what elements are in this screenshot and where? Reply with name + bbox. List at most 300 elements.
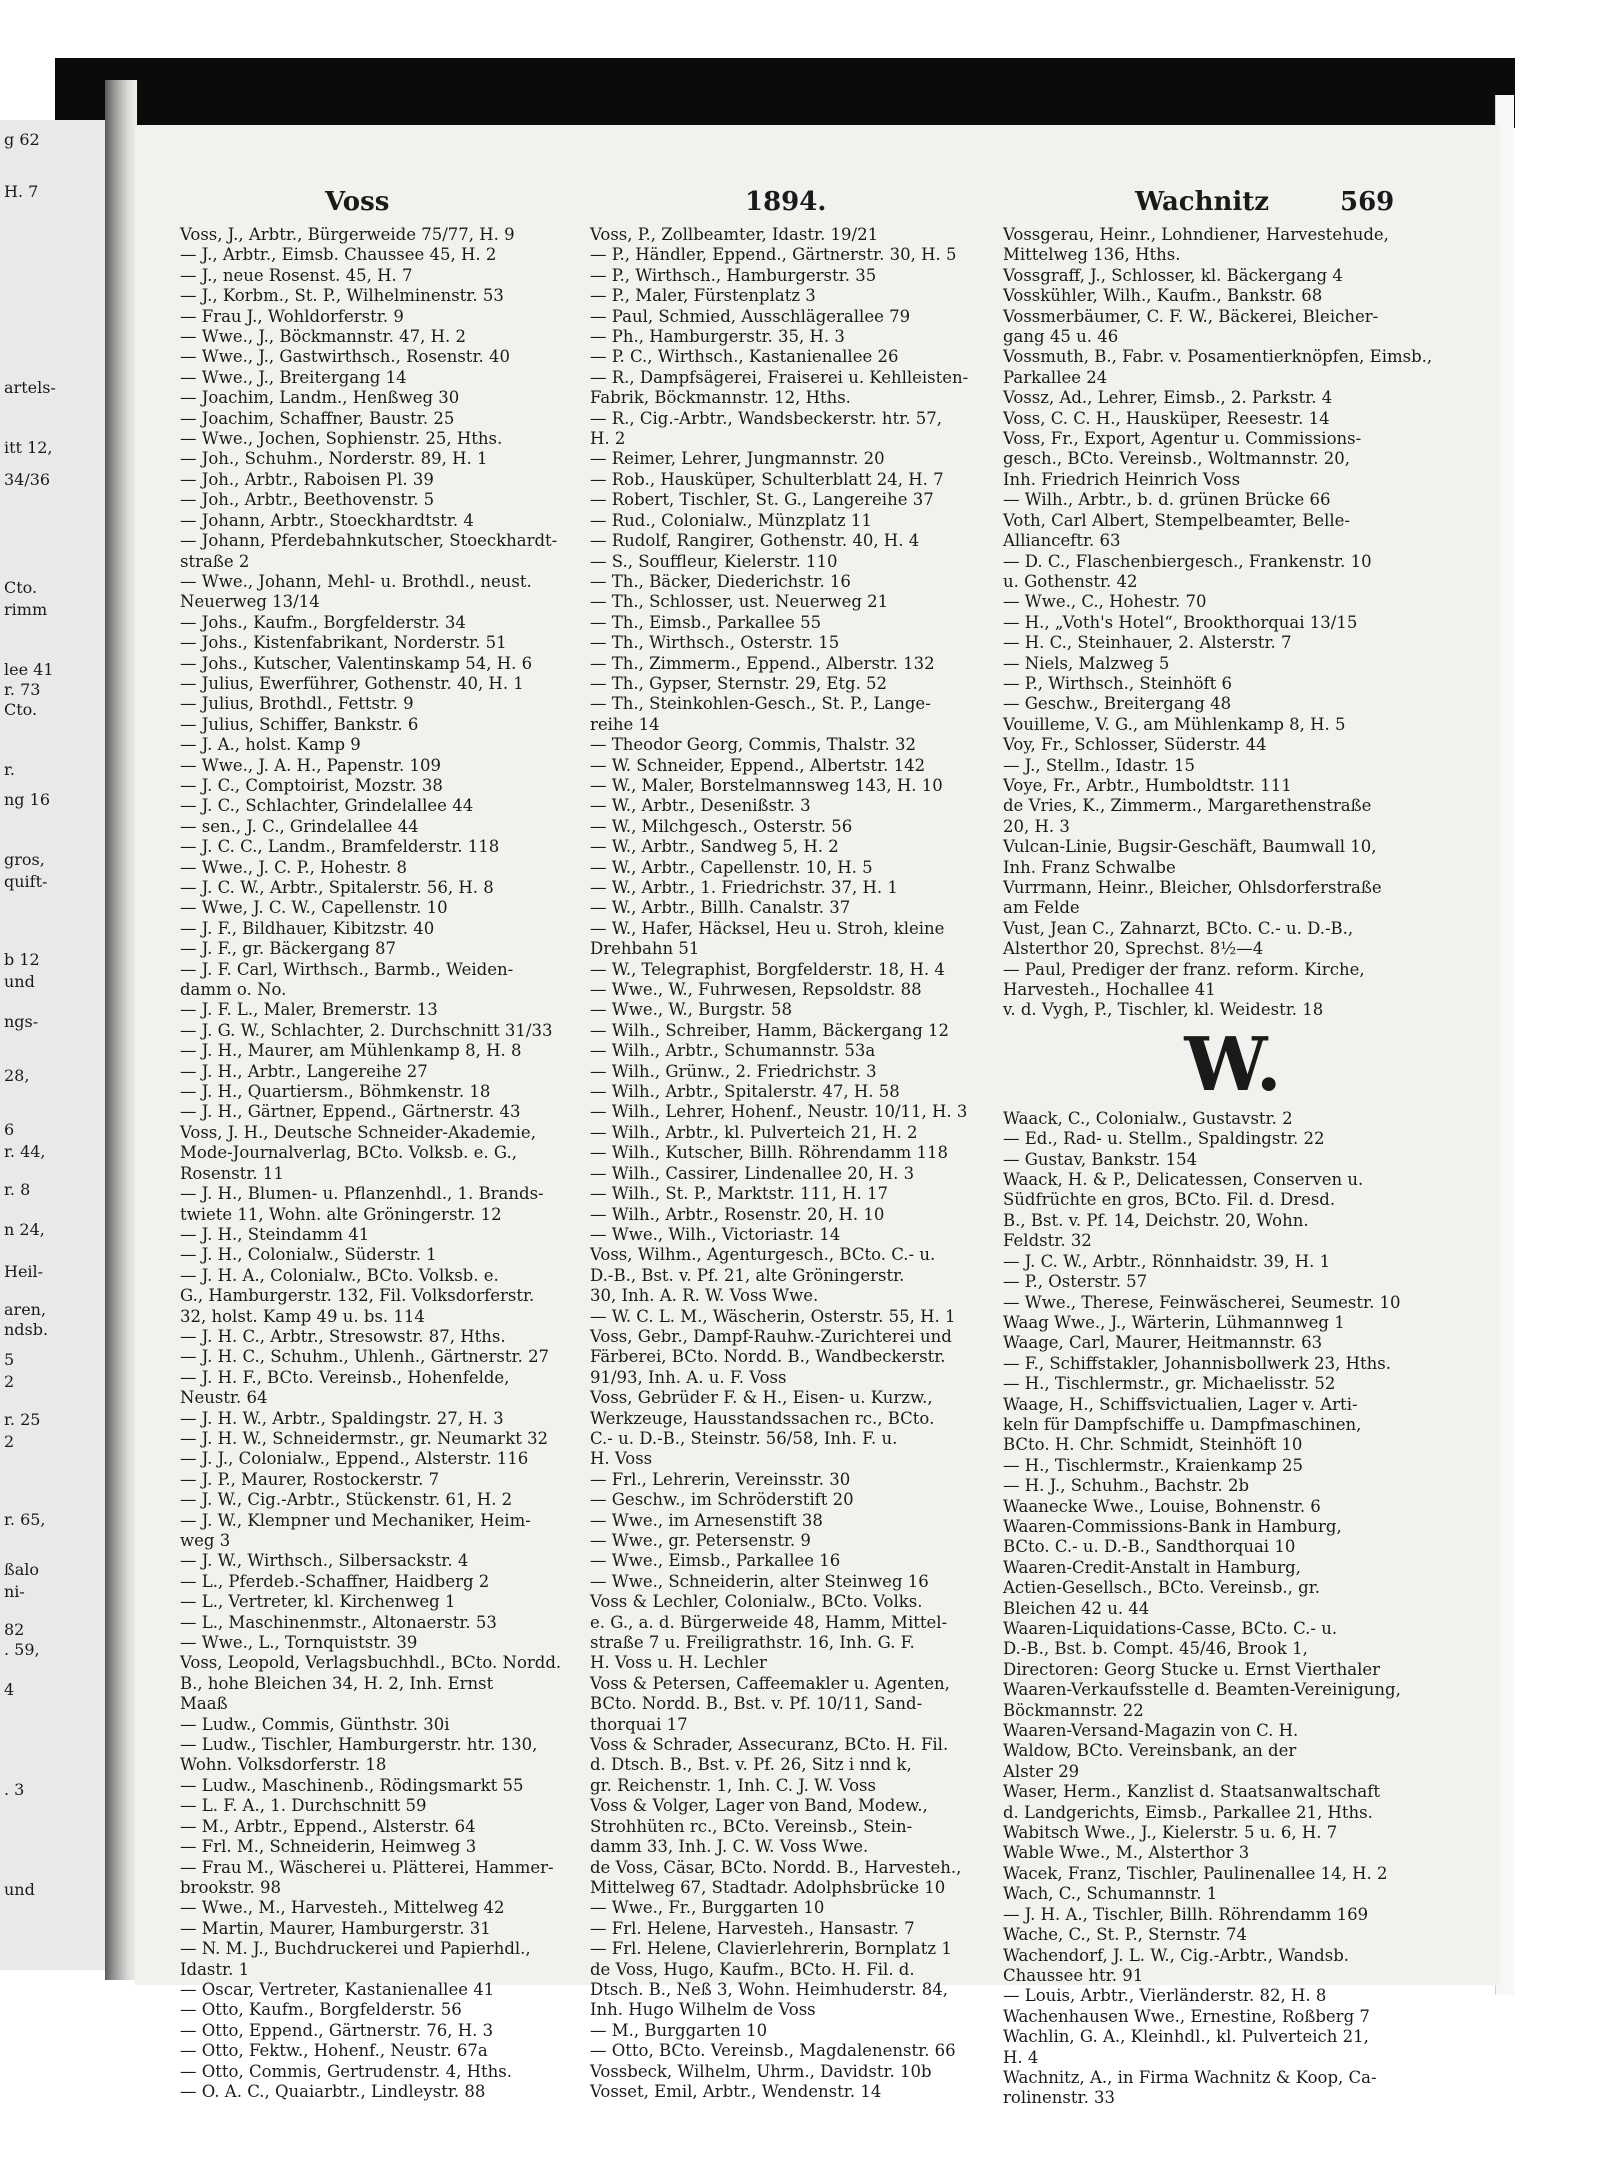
directory-entry-line: — L., Vertreter, kl. Kirchenweg 1 — [180, 1592, 456, 1612]
left-page-text-fragment: n 24, — [4, 1220, 45, 1239]
directory-entry-line: — J. F. Carl, Wirthsch., Barmb., Weiden- — [180, 959, 514, 979]
left-page-text-fragment: r. 25 — [4, 1410, 41, 1429]
directory-entry-line: — W. Schneider, Eppend., Albertstr. 142 — [590, 755, 926, 775]
directory-entry-line: H. Voss — [590, 1449, 653, 1469]
directory-entry-line: — Wwe., Fr., Burggarten 10 — [590, 1898, 825, 1918]
left-page-text-fragment: Heil- — [4, 1262, 44, 1281]
directory-entry-line: Voss, P., Zollbeamter, Idastr. 19/21 — [590, 225, 879, 244]
directory-entry-line: — Wilh., St. P., Marktstr. 111, H. 17 — [590, 1184, 889, 1204]
directory-entry-line: — Wwe., J., Böckmannstr. 47, H. 2 — [180, 327, 466, 347]
directory-entry-line: Waser, Herm., Kanzlist d. Staatsanwaltschaft — [1003, 1782, 1380, 1802]
left-page-text-fragment: r. 65, — [4, 1510, 46, 1529]
directory-entry-line: — W., Hafer, Häcksel, Heu u. Stroh, kleine — [590, 918, 945, 938]
left-page-text-fragment: g 62 — [4, 130, 40, 149]
directory-entry-line: — Wwe., Therese, Feinwäscherei, Seumestr. 10 — [1003, 1292, 1401, 1312]
directory-entry-line: — Johann, Pferdebahnkutscher, Stoeckhardt- — [180, 531, 558, 551]
left-page-text-fragment: ßalo — [4, 1560, 39, 1579]
directory-entry-line: — Johann, Arbtr., Stoeckhardtstr. 4 — [180, 510, 474, 530]
directory-entry-line: — Wilh., Arbtr., Schumannstr. 53a — [590, 1041, 876, 1061]
directory-entry-line: BCto. Nordd. B., Bst. v. Pf. 10/11, Sand- — [590, 1694, 923, 1714]
directory-entry-line: — Th., Eimsb., Parkallee 55 — [590, 612, 822, 632]
directory-entry-line: — W., Maler, Borstelmannsweg 143, H. 10 — [590, 775, 943, 795]
directory-entry-line: — P., Maler, Fürstenplatz 3 — [590, 286, 816, 306]
header-year: 1894. — [745, 187, 827, 217]
directory-entry-line: — Robert, Tischler, St. G., Langereihe 37 — [590, 490, 934, 510]
directory-entry-line: Waage, Carl, Maurer, Heitmannstr. 63 — [1003, 1333, 1323, 1353]
directory-entry-line: Voss & Schrader, Assecuranz, BCto. H. Fil. — [590, 1735, 949, 1755]
directory-entry-line: Voss, Leopold, Verlagsbuchhdl., BCto. Nordd. — [180, 1653, 562, 1673]
directory-entry-line: weg 3 — [180, 1531, 231, 1550]
directory-entry-line: Voss & Volger, Lager von Band, Modew., — [590, 1796, 928, 1816]
directory-entry-line: reihe 14 — [590, 714, 660, 734]
directory-entry-line: Waaren-Liquidations-Casse, BCto. C.- u. — [1003, 1619, 1338, 1638]
directory-entry-line: — Frl., Lehrerin, Vereinsstr. 30 — [590, 1469, 851, 1489]
directory-entry-line: Vossmerbäumer, C. F. W., Bäckerei, Bleicher- — [1003, 306, 1379, 326]
directory-entry-line: Neustr. 64 — [180, 1388, 268, 1408]
directory-entry-line: Chaussee htr. 91 — [1003, 1965, 1144, 1985]
directory-entry-line: Vosskühler, Wilh., Kaufm., Bankstr. 68 — [1003, 286, 1323, 306]
directory-entry-line: Inh. Franz Schwalbe — [1003, 857, 1176, 877]
column-3-bottom — [1003, 1109, 1503, 2109]
directory-entry-line: — Joh., Arbtr., Beethovenstr. 5 — [180, 490, 435, 510]
directory-entry-line: — Wwe., C., Hohestr. 70 — [1003, 592, 1207, 612]
directory-entry-line: — J. F., gr. Bäckergang 87 — [180, 939, 396, 959]
directory-entry-line: — J. F., Bildhauer, Kibitzstr. 40 — [180, 918, 435, 938]
directory-entry-line: — Wwe., J., Gastwirthsch., Rosenstr. 40 — [180, 347, 510, 367]
directory-entry-line: Voss, Fr., Export, Agentur u. Commissions- — [1003, 429, 1362, 449]
directory-entry-line: — Th., Bäcker, Diederichstr. 16 — [590, 571, 851, 591]
directory-entry-line: Vossmuth, B., Fabr. v. Posamentierknöpfen, Eimsb., — [1003, 347, 1433, 367]
directory-entry-line: — N. M. J., Buchdruckerei und Papierhdl., — [180, 1939, 531, 1959]
directory-entry-line: 30, Inh. A. R. W. Voss Wwe. — [590, 1286, 819, 1306]
directory-entry-line: Mittelweg 67, Stadtadr. Adolphsbrücke 10 — [590, 1877, 946, 1897]
directory-entry-line: — Martin, Maurer, Hamburgerstr. 31 — [180, 1918, 491, 1938]
directory-entry-line: Mode-Journalverlag, BCto. Volksb. e. G., — [180, 1143, 517, 1163]
directory-entry-line: — J. H., Blumen- u. Pflanzenhdl., 1. Brands- — [180, 1184, 544, 1204]
directory-entry-line: — Wwe., Johann, Mehl- u. Brothdl., neust. — [180, 571, 532, 591]
directory-entry-line: Dtsch. B., Neß 3, Wohn. Heimhuderstr. 84, — [590, 1979, 948, 1999]
directory-entry-line: — Julius, Brothdl., Fettstr. 9 — [180, 694, 414, 714]
directory-entry-line: — Wwe., Eimsb., Parkallee 16 — [590, 1551, 841, 1571]
directory-entry-line: — J. W., Cig.-Arbtr., Stückenstr. 61, H. 2 — [180, 1490, 513, 1510]
directory-entry-line: — W., Milchgesch., Osterstr. 56 — [590, 816, 853, 836]
left-page-text-fragment: itt 12, — [4, 438, 53, 457]
directory-entry-line: — Niels, Malzweg 5 — [1003, 653, 1170, 673]
directory-entry-line: d. Dtsch. B., Bst. v. Pf. 26, Sitz i nnd k, — [590, 1755, 912, 1775]
directory-entry-line: — J. H., Quartiersm., Böhmkenstr. 18 — [180, 1082, 491, 1102]
directory-entry-line: — Ludw., Commis, Günthstr. 30i — [180, 1714, 450, 1734]
directory-entry-line: — P., Wirthsch., Hamburgerstr. 35 — [590, 265, 877, 285]
directory-entry-line: — Otto, Fektw., Hohenf., Neustr. 67a — [180, 2041, 488, 2061]
directory-entry-line: — Wilh., Grünw., 2. Friedrichstr. 3 — [590, 1061, 877, 1081]
directory-entry-line: — J. H. C., Schuhm., Uhlenh., Gärtnerstr. 27 — [180, 1347, 550, 1367]
directory-entry-line: H. 2 — [590, 429, 626, 449]
directory-entry-line: — Wwe., J. A. H., Papenstr. 109 — [180, 755, 441, 775]
directory-entry-line: — Johs., Kistenfabrikant, Norderstr. 51 — [180, 633, 507, 653]
directory-entry-line: rolinenstr. 33 — [1003, 2088, 1116, 2108]
directory-entry-line: Waage, H., Schiffsvictualien, Lager v. Arti- — [1003, 1394, 1358, 1414]
directory-entry-line: u. Gothenstr. 42 — [1003, 571, 1138, 591]
directory-entry-line: Werkzeuge, Hausstandssachen rc., BCto. — [590, 1408, 935, 1428]
directory-entry-line: — J., Arbtr., Eimsb. Chaussee 45, H. 2 — [180, 245, 497, 265]
directory-entry-line: Wable Wwe., M., Alsterthor 3 — [1003, 1843, 1250, 1863]
directory-entry-line: — W., Arbtr., Desenißstr. 3 — [590, 796, 811, 816]
directory-entry-line: Voth, Carl Albert, Stempelbeamter, Belle- — [1003, 510, 1350, 530]
directory-entry-line: Waanecke Wwe., Louise, Bohnenstr. 6 — [1003, 1496, 1321, 1516]
left-page-text-fragment: aren, — [4, 1300, 47, 1319]
directory-entry-line: Actien-Gesellsch., BCto. Vereinsb., gr. — [1003, 1578, 1321, 1598]
directory-entry-line: de Voss, Cäsar, BCto. Nordd. B., Harvesteh., — [590, 1857, 962, 1877]
directory-entry-line: Vossgerau, Heinr., Lohndiener, Harvestehude, — [1003, 225, 1389, 244]
directory-entry-line: de Voss, Hugo, Kaufm., BCto. H. Fil. d. — [590, 1959, 915, 1979]
directory-entry-line: — Gustav, Bankstr. 154 — [1003, 1149, 1198, 1169]
directory-entry-line: H. 4 — [1003, 2047, 1039, 2067]
directory-entry-line: Vossgraff, J., Schlosser, kl. Bäckergang 4 — [1003, 265, 1343, 285]
directory-entry-line: — Paul, Schmied, Ausschlägerallee 79 — [590, 306, 911, 326]
directory-entry-line: — H., Tischlermstr., Kraienkamp 25 — [1003, 1455, 1303, 1475]
directory-entry-line: — H., „Voth's Hotel“, Brookthorquai 13/15 — [1003, 612, 1358, 632]
left-page-text-fragment: r. — [4, 760, 15, 779]
directory-entry-line: Wabitsch Wwe., J., Kielerstr. 5 u. 6, H. 7 — [1003, 1823, 1338, 1843]
directory-entry-line: — Wwe., J., Breitergang 14 — [180, 367, 407, 387]
directory-entry-line: — J. H. C., Arbtr., Stresowstr. 87, Hths. — [180, 1326, 506, 1346]
directory-entry-line: — Oscar, Vertreter, Kastanienallee 41 — [180, 1979, 495, 1999]
directory-entry-line: — Wwe., im Arnesenstift 38 — [590, 1510, 823, 1530]
directory-entry-line: de Vries, K., Zimmerm., Margarethenstraße — [1003, 796, 1372, 816]
directory-entry-line: — Otto, Kaufm., Borgfelderstr. 56 — [180, 2000, 462, 2020]
directory-entry-line: — Wwe., Wilh., Victoriastr. 14 — [590, 1224, 841, 1244]
directory-entry-line: — S., Souffleur, Kielerstr. 110 — [590, 551, 838, 571]
directory-entry-line: — Wilh., Arbtr., kl. Pulverteich 21, H. 2 — [590, 1122, 918, 1142]
directory-entry-line: gesch., BCto. Vereinsb., Woltmannstr. 20, — [1003, 449, 1351, 469]
directory-entry-line: — Wwe, J. C. W., Capellenstr. 10 — [180, 898, 448, 918]
directory-entry-line: straße 2 — [180, 551, 250, 571]
directory-entry-line: — Wilh., Schreiber, Hamm, Bäckergang 12 — [590, 1020, 950, 1040]
section-letter-w: W. — [1184, 1021, 1282, 1108]
directory-entry-line: — Wilh., Arbtr., Spitalerstr. 47, H. 58 — [590, 1082, 900, 1102]
directory-entry-line: — J. H. A., Tischler, Billh. Röhrendamm 169 — [1003, 1904, 1369, 1924]
directory-entry-line: — Julius, Ewerführer, Gothenstr. 40, H. 1 — [180, 673, 524, 693]
directory-entry-line: — Wilh., Arbtr., b. d. grünen Brücke 66 — [1003, 490, 1331, 510]
page-number: 569 — [1340, 187, 1395, 217]
directory-entry-line: d. Landgerichts, Eimsb., Parkallee 21, Hths. — [1003, 1802, 1373, 1822]
left-page-text-fragment: quift- — [4, 872, 48, 891]
directory-entry-line: Voss, C. C. H., Hausküper, Reesestr. 14 — [1003, 408, 1330, 428]
directory-entry-line: gang 45 u. 46 — [1003, 327, 1119, 347]
directory-entry-line: Voss, Gebrüder F. & H., Eisen- u. Kurzw., — [590, 1388, 933, 1408]
directory-entry-line: — M., Arbtr., Eppend., Alsterstr. 64 — [180, 1816, 476, 1836]
directory-entry-line: Voss, Wilhm., Agenturgesch., BCto. C.- u. — [590, 1245, 936, 1265]
directory-entry-line: — Wilh., Cassirer, Lindenallee 20, H. 3 — [590, 1163, 915, 1183]
directory-entry-line: — P. C., Wirthsch., Kastanienallee 26 — [590, 347, 899, 367]
directory-entry-line: Drehbahn 51 — [590, 939, 700, 959]
directory-entry-line: — Wilh., Lehrer, Hohenf., Neustr. 10/11, H. 3 — [590, 1102, 968, 1122]
directory-entry-line: Maaß — [180, 1694, 228, 1714]
left-page-text-fragment: Cto. — [4, 700, 38, 719]
left-page-text-fragment: und — [4, 972, 35, 991]
directory-entry-line: Wachenhausen Wwe., Ernestine, Roßberg 7 — [1003, 2006, 1370, 2026]
directory-entry-line: 32, holst. Kamp 49 u. bs. 114 — [180, 1306, 425, 1326]
left-page-text-fragment: artels- — [4, 378, 56, 397]
directory-entry-line: D.-B., Bst. b. Compt. 45/46, Brook 1, — [1003, 1639, 1308, 1659]
left-page-text-fragment: . 59, — [4, 1640, 40, 1659]
directory-entry-line: Neuerweg 13/14 — [180, 592, 320, 612]
directory-entry-line: — J. H., Gärtner, Eppend., Gärtnerstr. 43 — [180, 1102, 521, 1122]
directory-entry-line: — Julius, Schiffer, Bankstr. 6 — [180, 714, 419, 734]
directory-entry-line: Waag Wwe., J., Wärterin, Lühmannweg 1 — [1003, 1312, 1345, 1332]
directory-entry-line: — J. H. W., Schneidermstr., gr. Neumarkt 32 — [180, 1428, 549, 1448]
directory-entry-line: — Geschw., im Schröderstift 20 — [590, 1490, 854, 1510]
left-page-text-fragment: H. 7 — [4, 182, 39, 201]
directory-entry-line: — J. H. W., Arbtr., Spaldingstr. 27, H. 3 — [180, 1408, 504, 1428]
directory-entry-line: — H. C., Steinhauer, 2. Alsterstr. 7 — [1003, 633, 1292, 653]
directory-entry-line: BCto. H. Chr. Schmidt, Steinhöft 10 — [1003, 1435, 1303, 1455]
left-page-text-fragment: . 3 — [4, 1780, 25, 1799]
directory-entry-line: Waaren-Commissions-Bank in Hamburg, — [1003, 1516, 1342, 1536]
directory-entry-line: — M., Burggarten 10 — [590, 2020, 768, 2040]
directory-entry-line: thorquai 17 — [590, 1714, 688, 1734]
directory-entry-line: Voss & Lechler, Colonialw., BCto. Volks. — [590, 1592, 923, 1612]
left-page-text-fragment: r. 8 — [4, 1180, 31, 1199]
directory-entry-line: Waack, H. & P., Delicatessen, Conserven u. — [1003, 1170, 1364, 1190]
directory-entry-line: — Joh., Schuhm., Norderstr. 89, H. 1 — [180, 449, 488, 469]
directory-page — [135, 125, 1500, 2108]
directory-entry-line: — Frl. M., Schneiderin, Heimweg 3 — [180, 1837, 477, 1857]
directory-entry-line: Voy, Fr., Schlosser, Süderstr. 44 — [1003, 735, 1267, 755]
directory-entry-line: Vossz, Ad., Lehrer, Eimsb., 2. Parkstr. 4 — [1003, 388, 1333, 408]
directory-entry-line: Wachlin, G. A., Kleinhdl., kl. Pulverteich 21, — [1003, 2027, 1369, 2047]
directory-entry-line: — J., neue Rosenst. 45, H. 7 — [180, 265, 413, 285]
directory-entry-line: Harvesteh., Hochallee 41 — [1003, 980, 1216, 1000]
left-page-text-fragment: ng 16 — [4, 790, 50, 809]
directory-entry-line: gr. Reichenstr. 1, Inh. C. J. W. Voss — [590, 1775, 876, 1795]
directory-entry-line: damm 33, Inh. J. C. W. Voss Wwe. — [590, 1837, 869, 1857]
directory-entry-line: — J. C. C., Landm., Bramfelderstr. 118 — [180, 837, 500, 857]
directory-entry-line: — Otto, BCto. Vereinsb., Magdalenenstr. 66 — [590, 2041, 956, 2061]
directory-entry-line: — Th., Gypser, Sternstr. 29, Etg. 52 — [590, 673, 888, 693]
directory-entry-line: Wachendorf, J. L. W., Cig.-Arbtr., Wandsb. — [1003, 1945, 1350, 1965]
directory-entry-line: Strohhüten rc., BCto. Vereinsb., Stein- — [590, 1816, 913, 1836]
directory-entry-line: — W., Arbtr., Sandweg 5, H. 2 — [590, 837, 839, 857]
directory-entry-line: — J. H., Steindamm 41 — [180, 1224, 370, 1244]
directory-entry-line: straße 7 u. Freiligrathstr. 16, Inh. G. F. — [590, 1633, 915, 1653]
directory-entry-line: — Wwe., Jochen, Sophienstr. 25, Hths. — [180, 429, 503, 449]
directory-entry-line: — J. H., Colonialw., Süderstr. 1 — [180, 1245, 437, 1265]
directory-entry-line: — J. P., Maurer, Rostockerstr. 7 — [180, 1469, 440, 1489]
directory-entry-line: Wacek, Franz, Tischler, Paulinenallee 14, H. 2 — [1003, 1863, 1388, 1883]
directory-entry-line: — J. W., Klempner und Mechaniker, Heim- — [180, 1510, 531, 1530]
directory-entry-line: Bleichen 42 u. 44 — [1003, 1598, 1150, 1618]
directory-entry-line: — J. C., Comptoirist, Mozstr. 38 — [180, 775, 443, 795]
directory-entry-line: Wohn. Volksdorferstr. 18 — [180, 1755, 387, 1775]
directory-entry-line: Inh. Friedrich Heinrich Voss — [1003, 469, 1241, 489]
left-page-text-fragment: 28, — [4, 1066, 30, 1085]
column-1 — [180, 225, 610, 2102]
left-page-text-fragment: 6 — [4, 1120, 15, 1139]
directory-entry-line: Fabrik, Böckmannstr. 12, Hths. — [590, 388, 851, 408]
directory-entry-line: Vulcan-Linie, Bugsir-Geschäft, Baumwall 10, — [1003, 837, 1377, 857]
directory-entry-line: — W., Arbtr., Billh. Canalstr. 37 — [590, 898, 851, 918]
directory-entry-line: — Joh., Arbtr., Raboisen Pl. 39 — [180, 469, 434, 489]
directory-entry-line: B., Bst. v. Pf. 14, Deichstr. 20, Wohn. — [1003, 1210, 1309, 1230]
directory-entry-line: — Wwe., J. C. P., Hohestr. 8 — [180, 857, 408, 877]
left-page-text-fragment: ndsb. — [4, 1320, 49, 1339]
directory-entry-line: Voss, J. H., Deutsche Schneider-Akademie, — [180, 1122, 536, 1142]
directory-entry-line: — J. F. L., Maler, Bremerstr. 13 — [180, 1000, 438, 1020]
directory-entry-line: — L., Maschinenmstr., Altonaerstr. 53 — [180, 1612, 497, 1632]
directory-entry-line: — J. H. A., Colonialw., BCto. Volksb. e. — [180, 1265, 499, 1285]
directory-entry-line: — Geschw., Breitergang 48 — [1003, 694, 1232, 714]
directory-entry-line: v. d. Vygh, P., Tischler, kl. Weidestr. 18 — [1003, 1000, 1324, 1020]
directory-entry-line: — Th., Steinkohlen-Gesch., St. P., Lange- — [590, 694, 931, 714]
directory-entry-line: keln für Dampfschiffe u. Dampfmaschinen, — [1003, 1414, 1362, 1434]
directory-entry-line: Wach, C., Schumannstr. 1 — [1003, 1884, 1218, 1904]
directory-entry-line: — Wwe., M., Harvesteh., Mittelweg 42 — [180, 1898, 505, 1918]
directory-entry-line: — W., Arbtr., 1. Friedrichstr. 37, H. 1 — [590, 878, 898, 897]
left-page-text-fragment: gros, — [4, 850, 45, 869]
directory-entry-line: Voss & Petersen, Caffeemakler u. Agenten, — [590, 1673, 950, 1693]
directory-entry-line: — J. H., Maurer, am Mühlenkamp 8, H. 8 — [180, 1041, 522, 1061]
left-page-text-fragment: r. 73 — [4, 680, 41, 699]
directory-entry-line: am Felde — [1003, 898, 1080, 918]
directory-entry-line: damm o. No. — [180, 980, 287, 1000]
column-2 — [590, 225, 1025, 2102]
directory-entry-line: Rosenstr. 11 — [180, 1163, 284, 1183]
left-page-text-fragment: 34/36 — [4, 470, 51, 489]
left-page-text-fragment: 82 — [4, 1620, 25, 1639]
directory-entry-line: — Th., Wirthsch., Osterstr. 15 — [590, 633, 840, 653]
page-header — [135, 187, 1500, 221]
directory-entry-line: Alster 29 — [1003, 1761, 1080, 1781]
directory-entry-line: Vossbeck, Wilhelm, Uhrm., Davidstr. 10b — [590, 2061, 932, 2081]
left-page-text-fragment: lee 41 — [4, 660, 54, 679]
directory-entry-line: Parkallee 24 — [1003, 367, 1108, 387]
directory-entry-line: — W., Telegraphist, Borgfelderstr. 18, H. 4 — [590, 959, 945, 979]
directory-entry-line: Voss, J., Arbtr., Bürgerweide 75/77, H. 9 — [180, 225, 515, 244]
directory-entry-line: — Wwe., gr. Petersenstr. 9 — [590, 1531, 811, 1550]
directory-entry-line: G., Hamburgerstr. 132, Fil. Volksdorferstr. — [180, 1286, 535, 1306]
left-page-text-fragment: ni- — [4, 1582, 25, 1601]
directory-entry-line: Feldstr. 32 — [1003, 1231, 1092, 1251]
directory-entry-line: e. G., a. d. Bürgerweide 48, Hamm, Mittel- — [590, 1612, 948, 1632]
directory-entry-line: — Wwe., W., Fuhrwesen, Repsoldstr. 88 — [590, 980, 922, 1000]
directory-entry-line: C.- u. D.-B., Steinstr. 56/58, Inh. F. u. — [590, 1428, 898, 1448]
directory-entry-line: — H. J., Schuhm., Bachstr. 2b — [1003, 1476, 1250, 1496]
directory-entry-line: Vosset, Emil, Arbtr., Wendenstr. 14 — [590, 2081, 882, 2101]
directory-entry-line: H. Voss u. H. Lechler — [590, 1653, 767, 1673]
left-page-text-fragment: ngs- — [4, 1012, 39, 1031]
directory-entry-line: — J., Korbm., St. P., Wilhelminenstr. 53 — [180, 286, 504, 306]
directory-entry-line: Südfrüchte en gros, BCto. Fil. d. Dresd. — [1003, 1190, 1336, 1210]
directory-entry-line: Vust, Jean C., Zahnarzt, BCto. C.- u. D.-B., — [1003, 918, 1354, 938]
directory-entry-line: — L. F. A., 1. Durchschnitt 59 — [180, 1796, 427, 1816]
directory-entry-line: — Reimer, Lehrer, Jungmannstr. 20 — [590, 449, 885, 469]
directory-entry-line: twiete 11, Wohn. alte Gröningerstr. 12 — [180, 1204, 502, 1224]
column-3-top — [1003, 225, 1503, 1021]
directory-entry-line: — Joachim, Schaffner, Baustr. 25 — [180, 408, 455, 428]
header-left-keyword: Voss — [325, 187, 390, 217]
directory-entry-line: — Theodor Georg, Commis, Thalstr. 32 — [590, 735, 917, 755]
directory-entry-line: — J. C., Schlachter, Grindelallee 44 — [180, 796, 474, 816]
directory-entry-line: Inh. Hugo Wilhelm de Voss — [590, 2000, 816, 2020]
directory-entry-line: — sen., J. C., Grindelallee 44 — [180, 816, 419, 836]
left-page-text-fragment: 4 — [4, 1680, 15, 1699]
directory-entry-line: — Otto, Commis, Gertrudenstr. 4, Hths. — [180, 2061, 512, 2081]
left-page-text-fragment: rimm — [4, 600, 48, 619]
directory-entry-line: — W. C. L. M., Wäscherin, Osterstr. 55, H. 1 — [590, 1306, 956, 1326]
directory-entry-line: — Frl. Helene, Harvesteh., Hansastr. 7 — [590, 1918, 915, 1938]
scan-border-top — [55, 58, 1515, 128]
directory-entry-line: — Wwe., Schneiderin, alter Steinweg 16 — [590, 1571, 929, 1591]
directory-entry-line: — R., Dampfsägerei, Fraiserei u. Kehlleisten- — [590, 367, 969, 387]
directory-entry-line: Waack, C., Colonialw., Gustavstr. 2 — [1003, 1108, 1293, 1128]
book-gutter — [105, 80, 137, 1980]
directory-entry-line: Waldow, BCto. Vereinsbank, an der — [1003, 1741, 1297, 1761]
directory-entry-line: 91/93, Inh. A. u. F. Voss — [590, 1367, 787, 1387]
directory-entry-line: Directoren: Georg Stucke u. Ernst Vierthaler — [1003, 1659, 1381, 1679]
left-page-fragment — [0, 120, 110, 1970]
directory-entry-line: — J. C. W., Arbtr., Spitalerstr. 56, H. 8 — [180, 878, 494, 897]
directory-entry-line: — Wwe., L., Tornquiststr. 39 — [180, 1633, 418, 1653]
directory-entry-line: Wachnitz, A., in Firma Wachnitz & Koop, Ca- — [1003, 2067, 1377, 2087]
directory-entry-line: Voye, Fr., Arbtr., Humboldtstr. 111 — [1003, 775, 1292, 795]
directory-entry-line: D.-B., Bst. v. Pf. 21, alte Gröningerstr. — [590, 1265, 905, 1285]
directory-entry-line: — O. A. C., Quaiarbtr., Lindleystr. 88 — [180, 2081, 486, 2101]
directory-entry-line: — R., Cig.-Arbtr., Wandsbeckerstr. htr. 57, — [590, 408, 942, 428]
directory-entry-line: Allianceftr. 63 — [1003, 531, 1121, 551]
directory-entry-line: Böckmannstr. 22 — [1003, 1700, 1144, 1720]
directory-entry-line: — J. A., holst. Kamp 9 — [180, 735, 361, 755]
left-page-text-fragment: 5 — [4, 1350, 15, 1369]
directory-entry-line: — Johs., Kutscher, Valentinskamp 54, H. 6 — [180, 653, 533, 673]
left-page-text-fragment: r. 44, — [4, 1142, 46, 1161]
directory-entry-line: — Frl. Helene, Clavierlehrerin, Bornplatz 1 — [590, 1939, 952, 1959]
directory-entry-line: — Th., Schlosser, ust. Neuerweg 21 — [590, 592, 889, 612]
directory-entry-line: — J. J., Colonialw., Eppend., Alsterstr. 116 — [180, 1449, 529, 1469]
directory-entry-line: — J. C. W., Arbtr., Rönnhaidstr. 39, H. 1 — [1003, 1251, 1331, 1271]
directory-entry-line: Waaren-Credit-Anstalt in Hamburg, — [1003, 1557, 1301, 1577]
directory-entry-line: — P., Osterstr. 57 — [1003, 1272, 1148, 1292]
directory-entry-line: — Wwe., W., Burgstr. 58 — [590, 1000, 792, 1020]
directory-entry-line: — D. C., Flaschenbiergesch., Frankenstr. 10 — [1003, 551, 1372, 571]
directory-entry-line: — J. G. W., Schlachter, 2. Durchschnitt 31/33 — [180, 1020, 553, 1040]
left-page-text-fragment: 2 — [4, 1432, 15, 1451]
left-page-text-fragment: 2 — [4, 1372, 15, 1391]
directory-entry-line: BCto. C.- u. D.-B., Sandthorquai 10 — [1003, 1537, 1296, 1557]
directory-entry-line: — J. H., Arbtr., Langereihe 27 — [180, 1061, 428, 1081]
directory-entry-line: Mittelweg 136, Hths. — [1003, 245, 1181, 265]
directory-entry-line: Vouilleme, V. G., am Mühlenkamp 8, H. 5 — [1003, 714, 1346, 734]
directory-entry-line: — Th., Zimmerm., Eppend., Alberstr. 132 — [590, 653, 935, 673]
left-page-text-fragment: b 12 — [4, 950, 40, 969]
left-page-text-fragment: und — [4, 1880, 35, 1899]
directory-entry-line: — Louis, Arbtr., Vierländerstr. 82, H. 8 — [1003, 1986, 1327, 2006]
directory-entry-line: — Ludw., Maschinenb., Rödingsmarkt 55 — [180, 1775, 524, 1795]
directory-entry-line: 20, H. 3 — [1003, 816, 1070, 836]
column-3 — [1003, 225, 1503, 2109]
directory-entry-line: — Wilh., Arbtr., Rosenstr. 20, H. 10 — [590, 1204, 885, 1224]
directory-entry-line: — F., Schiffstakler, Johannisbollwerk 23, Hths. — [1003, 1353, 1391, 1373]
directory-entry-line: — P., Händler, Eppend., Gärtnerstr. 30, H. 5 — [590, 245, 957, 265]
directory-entry-line: — Frau M., Wäscherei u. Plätterei, Hammer- — [180, 1857, 554, 1877]
directory-entry-line: — Wilh., Kutscher, Billh. Röhrendamm 118 — [590, 1143, 948, 1163]
directory-entry-line: brookstr. 98 — [180, 1877, 281, 1897]
directory-entry-line: — Ludw., Tischler, Hamburgerstr. htr. 130, — [180, 1735, 538, 1755]
header-right-keyword: Wachnitz — [1135, 187, 1270, 217]
directory-entry-line: Idastr. 1 — [180, 1959, 250, 1979]
directory-entry-line: — Paul, Prediger der franz. reform. Kirche, — [1003, 959, 1365, 979]
directory-entry-line: — Rob., Hausküper, Schulterblatt 24, H. 7 — [590, 469, 944, 489]
